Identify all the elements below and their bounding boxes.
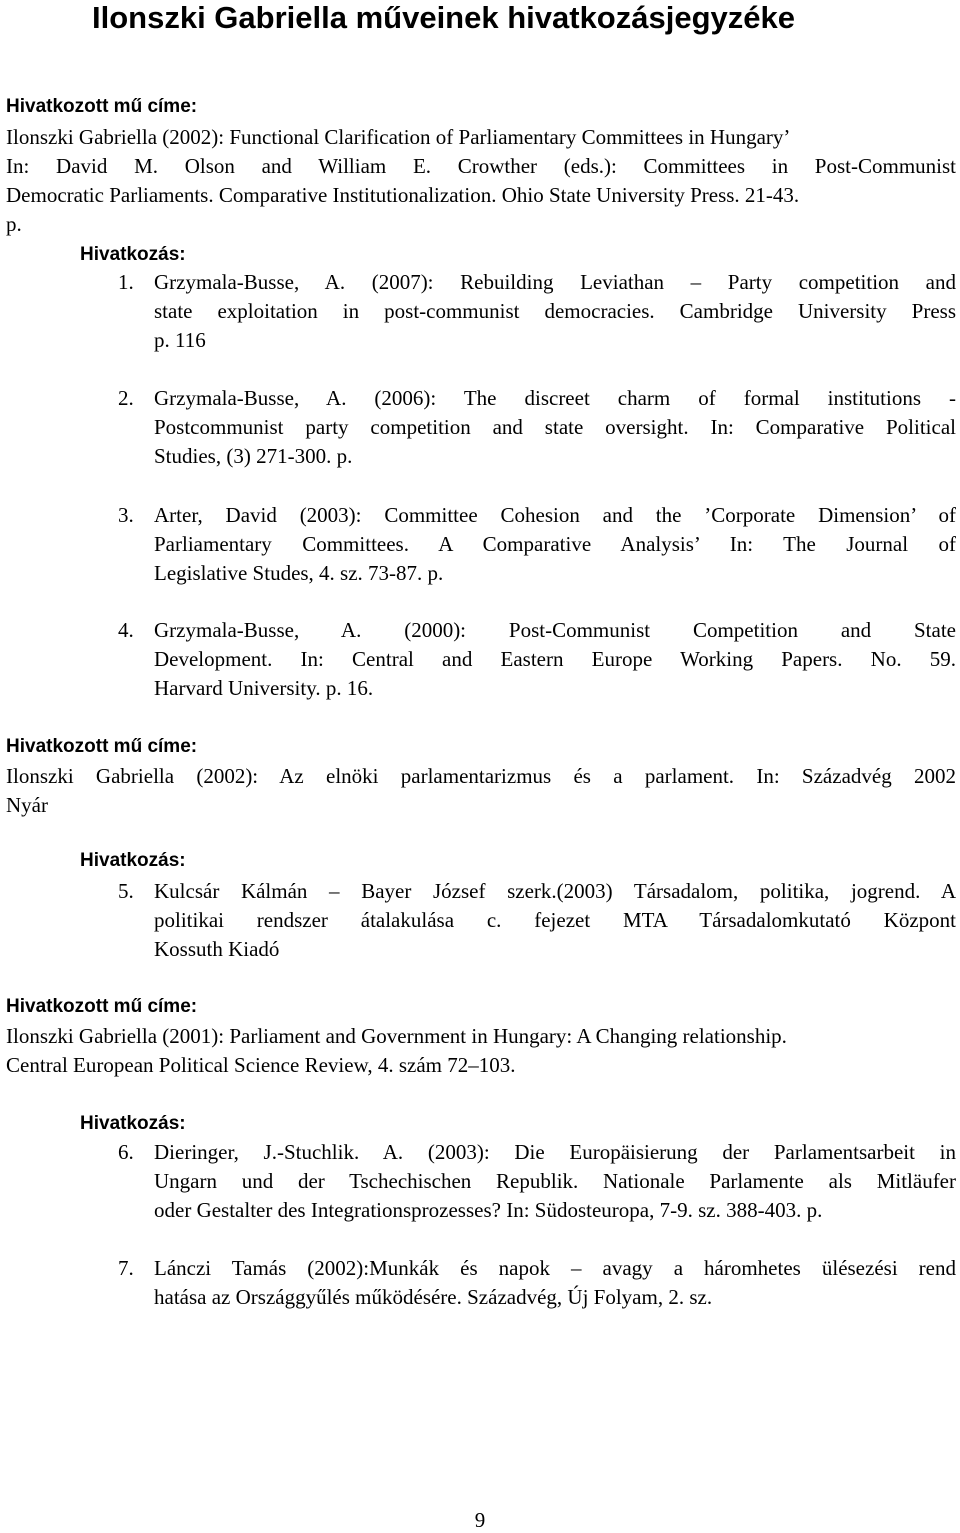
reference-text (154, 1138, 956, 1225)
reference-text (154, 877, 956, 964)
reference-number: 4. (118, 618, 134, 642)
cited-work-label: Hivatkozott mű címe: (6, 736, 198, 757)
cited-line: Ilonszki Gabriella (2001): Parliament and Government in Hungary: A Changing relationship. (6, 1024, 787, 1048)
cited-line: Ilonszki Gabriella (2002): Az elnöki parlamentarizmus és a parlament. In: Századvég 2002 (6, 764, 956, 788)
reference-line: oder Gestalter des Integrationsprozesses? In: Südosteuropa, 7-9. sz. 388-403. p. (154, 1198, 823, 1222)
reference-line: state exploitation in post-communist democracies. Cambridge University Press (154, 299, 956, 323)
cited-line: Ilonszki Gabriella (2002): Functional Clarification of Parliamentary Committees in Hungary’ (6, 125, 791, 149)
reference-text (154, 501, 956, 588)
reference-number: 6. (118, 1140, 134, 1164)
cited-line: Nyár (6, 793, 48, 817)
reference-text (154, 616, 956, 703)
reference-text (154, 268, 956, 355)
reference-line: Postcommunist party competition and state oversight. In: Comparative Political (154, 415, 956, 439)
cited-work (6, 762, 956, 820)
reference-line: Parliamentary Committees. A Comparative Analysis’ In: The Journal of (154, 532, 956, 556)
reference-text (154, 1254, 956, 1312)
reference-line: Harvard University. p. 16. (154, 676, 374, 700)
reference-line: Grzymala-Busse, A. (2007): Rebuilding Leviathan – Party competition and (154, 270, 956, 294)
reference-label: Hivatkozás: (80, 1113, 186, 1134)
cited-work (6, 123, 956, 239)
reference-number: 3. (118, 503, 134, 527)
cited-work-label: Hivatkozott mű címe: (6, 96, 198, 117)
reference-line: Dieringer, J.-Stuchlik. A. (2003): Die Europäisierung der Parlamentsarbeit in (154, 1140, 956, 1164)
cited-line: Democratic Parliaments. Comparative Institutionalization. Ohio State University Press. 21-43. (6, 183, 800, 207)
cited-work (6, 1022, 956, 1080)
reference-item (118, 1138, 956, 1225)
reference-line: Grzymala-Busse, A. (2000): Post-Communist Competition and State (154, 618, 956, 642)
reference-line: Ungarn und der Tschechischen Republik. Nationale Parlamente als Mitläufer (154, 1169, 956, 1193)
reference-line: Kossuth Kiadó (154, 937, 280, 961)
reference-line: Lánczi Tamás (2002):Munkák és napok – avagy a háromhetes ülésezési rend (154, 1256, 956, 1280)
reference-item (118, 1254, 956, 1312)
reference-label: Hivatkozás: (80, 850, 186, 871)
reference-line: Legislative Studes, 4. sz. 73-87. p. (154, 561, 444, 585)
reference-number: 7. (118, 1256, 134, 1280)
reference-text (154, 384, 956, 471)
reference-line: politikai rendszer átalakulása c. fejezet MTA Társadalomkutató Központ (154, 908, 956, 932)
reference-number: 2. (118, 386, 134, 410)
cited-work-label: Hivatkozott mű címe: (6, 996, 198, 1017)
cited-line: Central European Political Science Review, 4. szám 72–103. (6, 1053, 516, 1077)
reference-item (118, 616, 956, 703)
reference-label: Hivatkozás: (80, 244, 186, 265)
cited-line: In: David M. Olson and William E. Crowther (eds.): Committees in Post-Communist (6, 154, 956, 178)
reference-item (118, 877, 956, 964)
reference-number: 1. (118, 270, 134, 294)
cited-line: p. (6, 212, 22, 236)
page-number: 9 (474, 1508, 486, 1532)
reference-line: Development. In: Central and Eastern Europe Working Papers. No. 59. (154, 647, 956, 671)
reference-line: Studies, (3) 271-300. p. (154, 444, 353, 468)
reference-item (118, 268, 956, 355)
document-title: Ilonszki Gabriella műveinek hivatkozásjegyzéke (92, 0, 795, 35)
reference-item (118, 384, 956, 471)
reference-line: Kulcsár Kálmán – Bayer József szerk.(2003) Társadalom, politika, jogrend. A (154, 879, 956, 903)
reference-line: Grzymala-Busse, A. (2006): The discreet charm of formal institutions - (154, 386, 956, 410)
reference-number: 5. (118, 879, 134, 903)
reference-line: p. 116 (154, 328, 206, 352)
reference-item (118, 501, 956, 588)
reference-line: hatása az Országgyűlés működésére. Századvég, Új Folyam, 2. sz. (154, 1285, 713, 1309)
reference-line: Arter, David (2003): Committee Cohesion and the ’Corporate Dimension’ of (154, 503, 956, 527)
